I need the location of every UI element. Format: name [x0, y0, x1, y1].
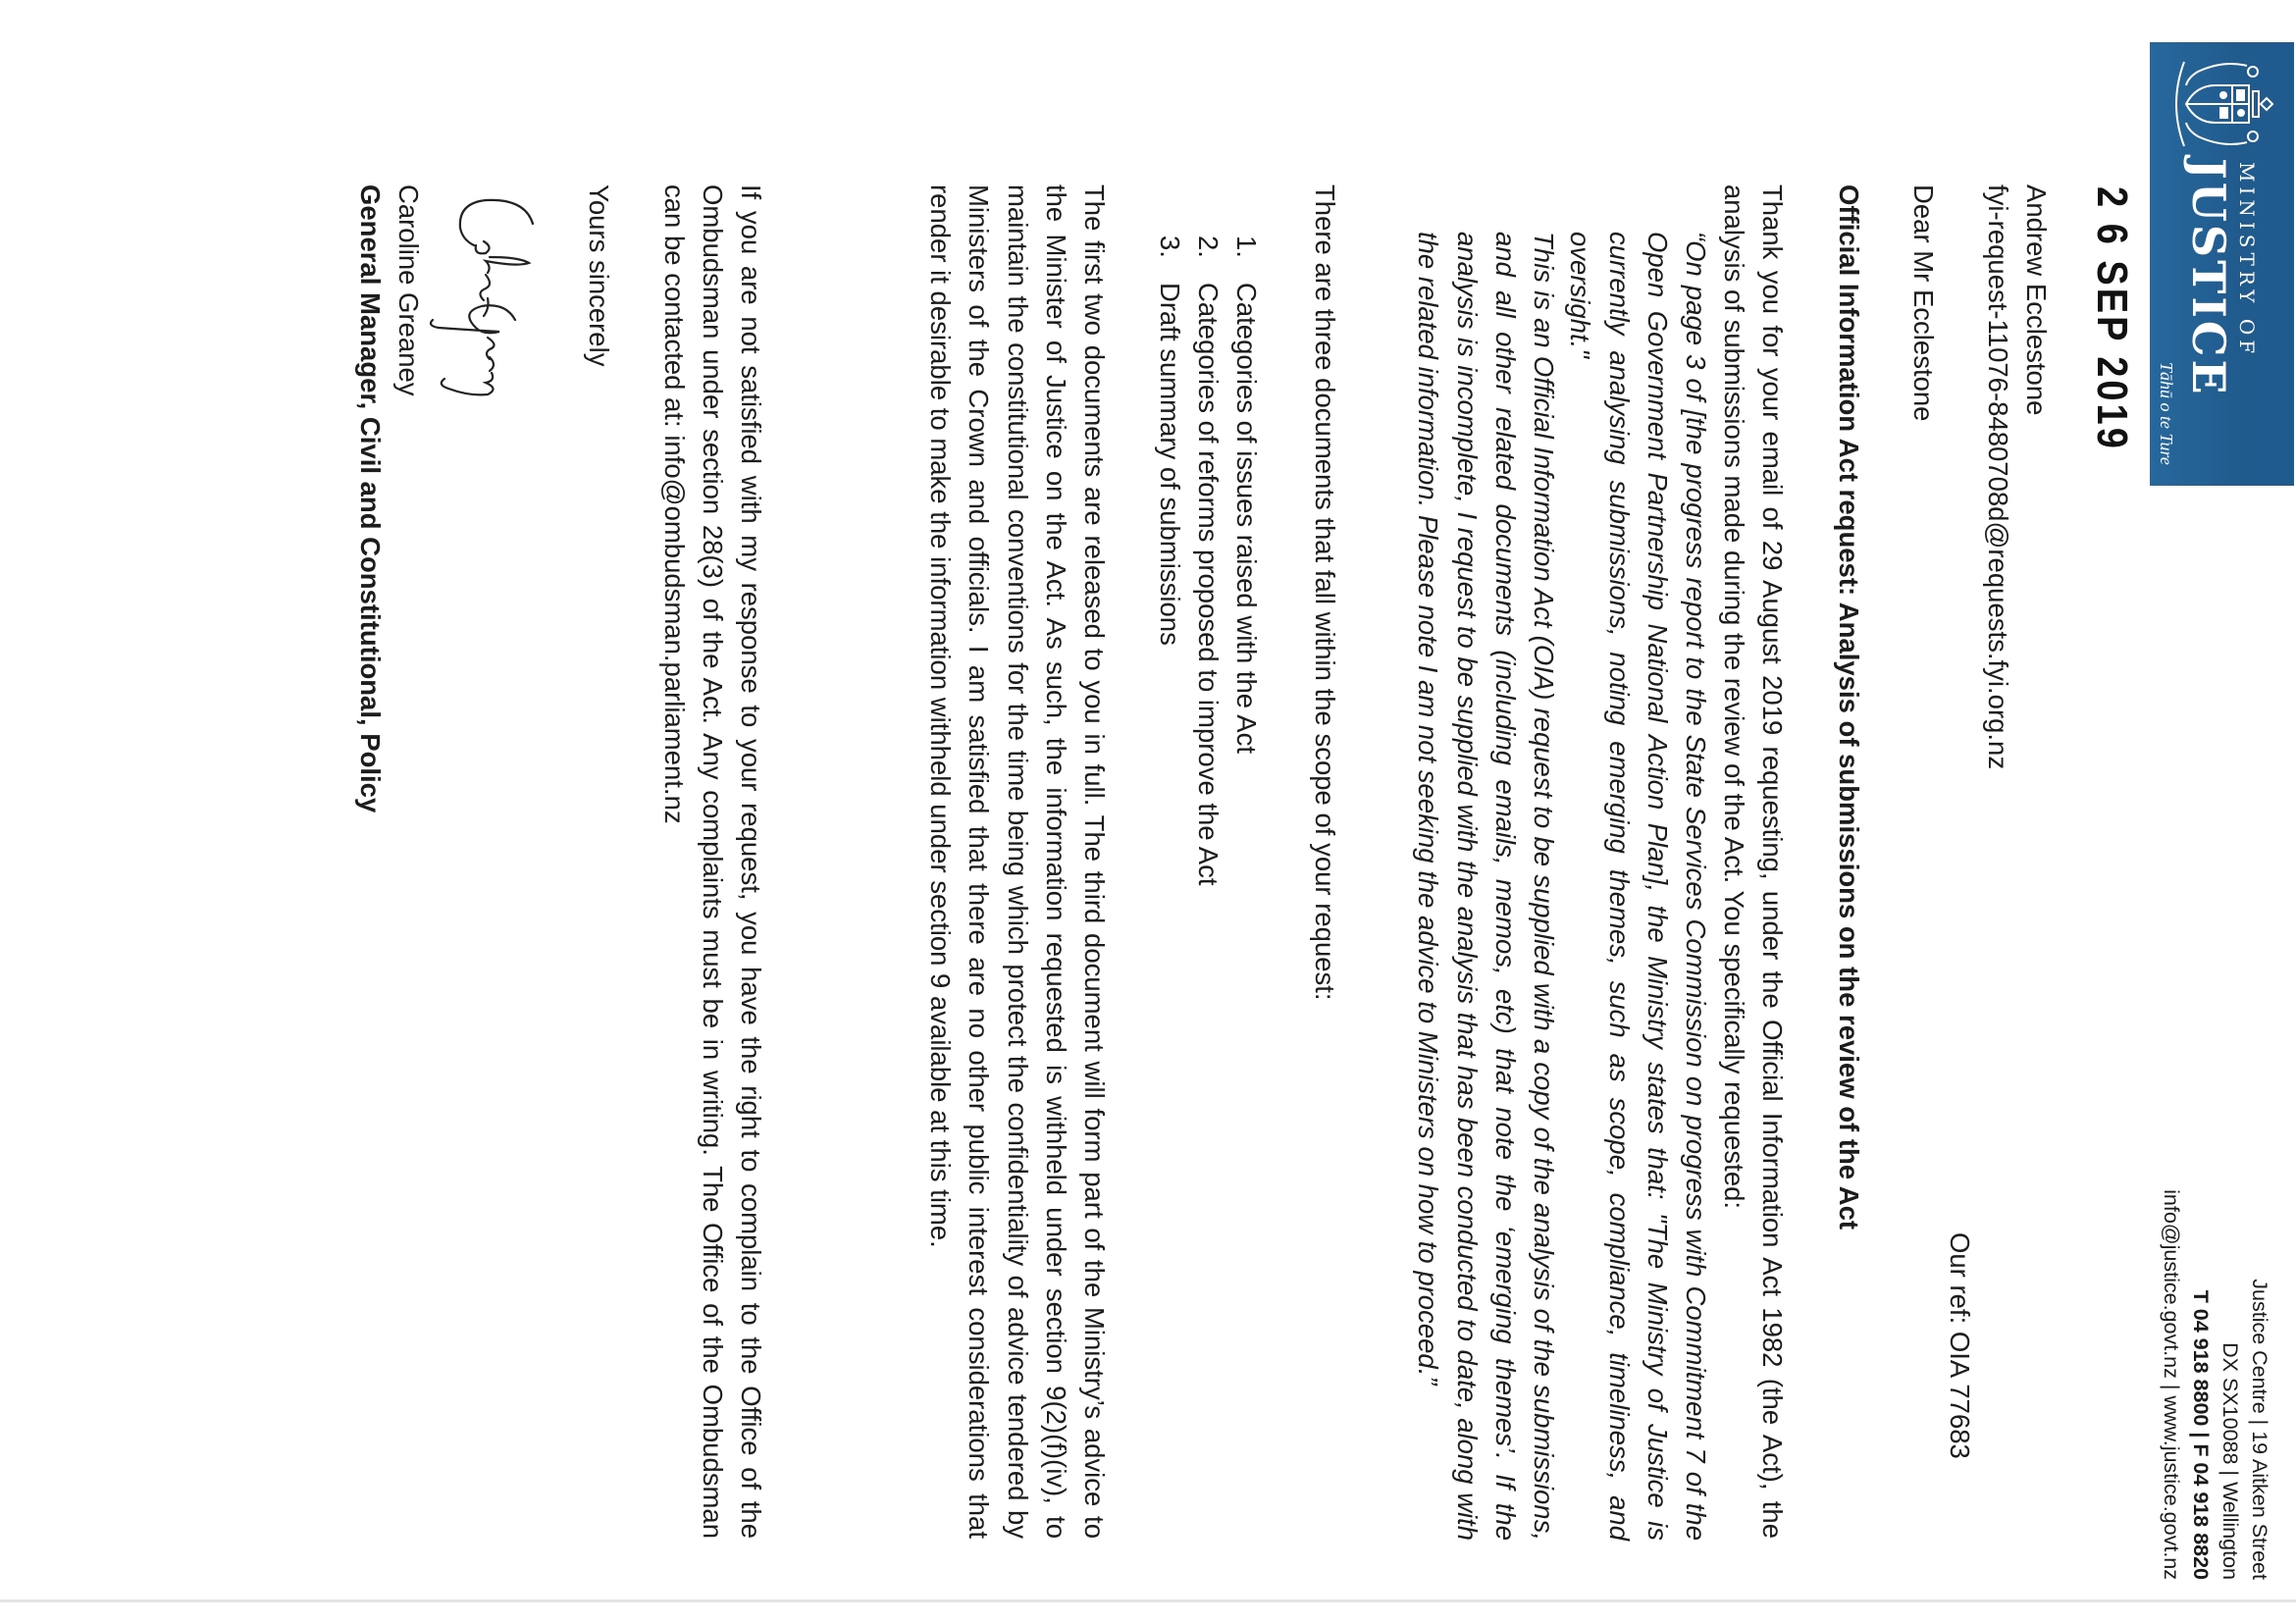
list-item-number: 1.	[1231, 236, 1262, 258]
list-item	[1150, 236, 1188, 885]
scan-edge-line	[0, 1599, 2296, 1602]
release-paragraph: The first two documents are released to you in full. The third document will form part of the Ministry’s advice to the Minister of Justice on the Act. As such, the information requested is withheld under section 9(2)(f)(iv), to maintain the constitutional conventions for the time being which protect the confidentiality of advice tendered by Ministers of the Crown and officials. I am satisfied that there are no other public interest considerations that render it desirable to make the information withheld under section 9 available at this time.	[925, 184, 1110, 1539]
document-list	[1150, 236, 1266, 885]
logo-tagline: Tāhū o te Ture	[2157, 362, 2176, 465]
quote-paragraph-2: This is an Official Information Act (OIA) request to be supplied with a copy of the analysis of the submissions, and all other related documents (including emails, memos, etc) that note the ‘emerging themes’. If the analysis is incomplete, I request to be supplied with the analysis that has been conducted to date, along with the related information. Please note I am not seeking the advice to Ministers on how to proceed.”	[1413, 232, 1559, 1541]
logo-ministry-of: MINISTRY OF	[2235, 162, 2259, 359]
ombudsman-paragraph: If you are not satisfied with my response to your request, you have the right to complain to the Office of the Ombudsman under section 28(3) of the Act. Any complaints must be in writing. The Office of the Ombudsman can be contacted at: info@ombudsman.parliament.nz	[658, 184, 766, 1539]
contact-block	[2157, 1011, 2274, 1580]
our-reference: Our ref: OIA 77683	[1945, 1232, 1975, 1459]
list-item-number: 3.	[1154, 236, 1185, 258]
recipient-name: Andrew Ecclestone	[2021, 184, 2052, 416]
list-item-number: 2.	[1192, 236, 1224, 258]
intro-paragraph: Thank you for your email of 29 August 2019 requesting, under the Official Information Act 1982 (the Act), the analysis of submissions made during the review of the Act. You specifically requested:	[1718, 184, 1788, 1539]
list-item-label: Categories of issues raised with the Act	[1231, 283, 1262, 754]
contact-address: Justice Centre | 19 Aitken Street	[2248, 1279, 2271, 1580]
coat-of-arms-icon	[2170, 52, 2280, 156]
salutation: Dear Mr Ecclestone	[1908, 184, 1939, 422]
signer-title: General Manager, Civil and Constitutional, Policy	[355, 184, 386, 813]
list-item-label: Categories of reforms proposed to improve the Act	[1192, 283, 1224, 886]
signer-name: Caroline Greaney	[393, 184, 424, 396]
contact-phone-fax: T 04 918 8800 | F 04 918 8820	[2189, 1289, 2213, 1580]
closing-line: Yours sincerely	[584, 184, 614, 367]
date-stamp: 2 6 SEP 2019	[2087, 186, 2135, 451]
contact-email-web: info@justice.govt.nz | www.justice.govt.nz	[2160, 1189, 2183, 1580]
list-item	[1189, 236, 1227, 885]
letter-heading: Official Information Act request: Analysis of submissions on the review of the Act	[1834, 184, 1864, 1230]
list-item	[1227, 236, 1266, 885]
quote-paragraph-1: “On page 3 of [the progress report to the State Services Commission on progress with Commitment 7 of the Open Government Partnership National Action Plan], the Ministry states that: "The Ministry of Justice is currently analysing submissions, noting emerging themes, such as scope, compliance, timeliness, and oversight."	[1565, 232, 1711, 1541]
recipient-block	[1979, 184, 2056, 769]
list-item-label: Draft summary of submissions	[1154, 283, 1185, 646]
handwritten-signature-icon	[417, 192, 545, 418]
recipient-email: fyi-request-11076-8480708d@requests.fyi.org.nz	[1982, 184, 2013, 770]
scope-paragraph: There are three documents that fall within the scope of your request:	[1310, 184, 1340, 1001]
contact-dx: DX SX10088 | Wellington	[2218, 1342, 2242, 1580]
ministry-logo	[2150, 42, 2294, 486]
logo-justice: JUSTICE	[2182, 158, 2235, 397]
